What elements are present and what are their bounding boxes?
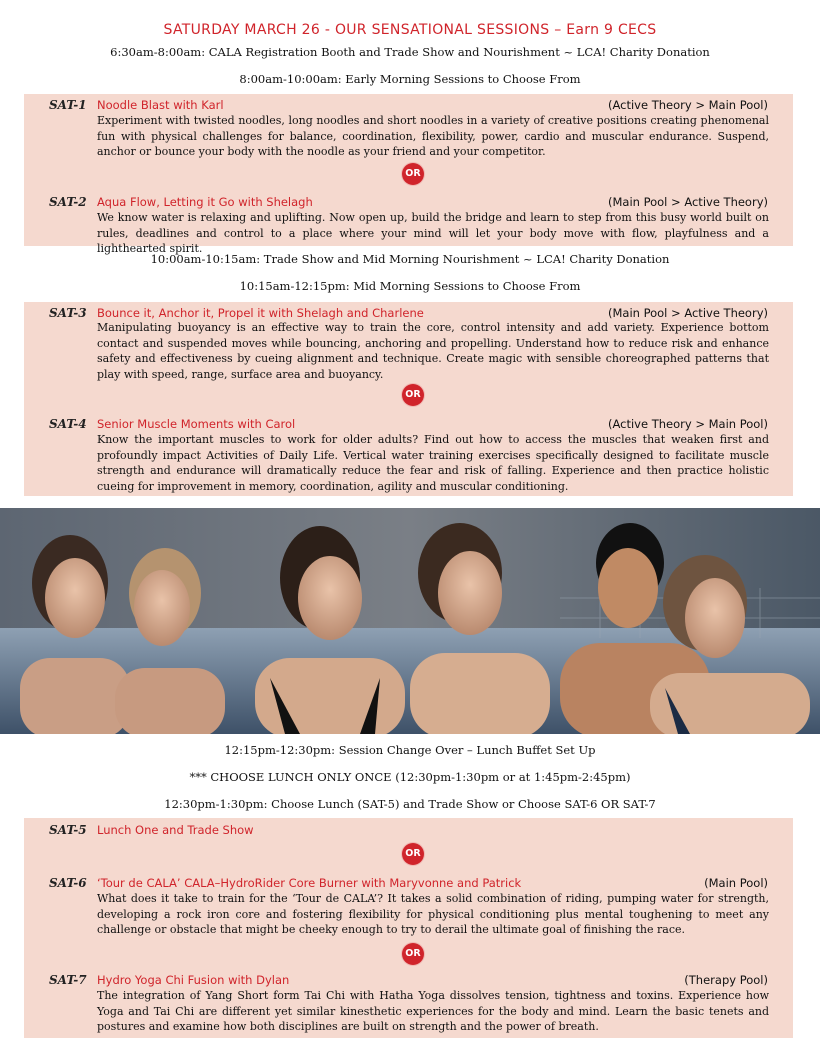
session-panel-lunch	[24, 818, 793, 1038]
session-description: What does it take to train for the ‘Tour de CALA’? It takes a solid combination of riding, pumping water for strength, developing a rock iron core and fostering flexibility for physical conditioning plus mental toughening to meet any challenge or obstacle that might be cheeky enough to try to derail the ultimate goal of finishing the race.	[97, 892, 769, 936]
session-code: SAT-3	[49, 306, 87, 320]
session-code: SAT-1	[49, 98, 87, 112]
session-title[interactable]: Hydro Yoga Chi Fusion with Dylan	[97, 973, 290, 987]
session-code: SAT-7	[49, 973, 87, 987]
session-code: SAT-2	[49, 195, 87, 209]
or-badge: OR	[402, 843, 424, 865]
session-location: (Therapy Pool)	[684, 973, 768, 987]
session-location: (Main Pool > Active Theory)	[607, 306, 768, 320]
session-location: (Active Theory > Main Pool)	[607, 98, 768, 112]
schedule-line-lunch-note: *** CHOOSE LUNCH ONLY ONCE (12:30pm-1:30pm or at 1:45pm-2:45pm)	[189, 770, 631, 784]
schedule-line-registration: 6:30am-8:00am: CALA Registration Booth and Trade Show and Nourishment ~ LCA! Charity Donation	[110, 45, 710, 59]
session-code: SAT-6	[49, 876, 87, 890]
session-code: SAT-4	[49, 417, 87, 431]
session-description: Manipulating buoyancy is an effective way to train the core, control intensity and add variety. Experience bottom contact and suspended moves while bouncing, anchoring and propelling. Understand how to reduce risk and enhance safety and effectiveness by cueing alignment and technique. Create magic with sensible choreographed patterns that play with speed, range, surface area and buoyancy.	[97, 321, 769, 381]
session-description: The integration of Yang Short form Tai Chi with Hatha Yoga dissolves tension, tightness and toxins. Experience how Yoga and Tai Chi are different yet similar kinesthetic experiences for the body and mind. Learn the basic tenets and postures and examine how both disciplines are built on strength and the power of breath.	[97, 989, 769, 1033]
session-location: (Active Theory > Main Pool)	[607, 417, 768, 431]
session-location: (Main Pool > Active Theory)	[607, 195, 768, 209]
session-title[interactable]: Lunch One and Trade Show	[97, 823, 254, 837]
schedule-line-mid-morning: 10:15am-12:15pm: Mid Morning Sessions to Choose From	[239, 279, 581, 293]
group-photo-image	[0, 508, 820, 734]
session-panel-mid-morning	[24, 302, 793, 496]
session-title[interactable]: Noodle Blast with Karl	[97, 98, 224, 112]
session-code: SAT-5	[49, 823, 87, 837]
session-title[interactable]: Aqua Flow, Letting it Go with Shelagh	[97, 195, 313, 209]
session-description: We know water is relaxing and uplifting. Now open up, build the bridge and learn to step from this busy world built on rules, deadlines and control to a place where your mind will let your body move with flow, playfulness and a lighthearted spirit.	[97, 211, 769, 255]
schedule-line-early-morning: 8:00am-10:00am: Early Morning Sessions to Choose From	[239, 72, 581, 86]
session-description: Know the important muscles to work for older adults? Find out how to access the muscles that weaken first and profoundly impact Activities of Daily Life. Vertical water training exercises specifically designed to facilitate muscle strength and endurance will dramatically reduce the fear and risk of falling. Experience and then practice holistic cueing for improvement in memory, coordination, agility and muscular conditioning.	[97, 433, 769, 493]
or-badge: OR	[402, 943, 424, 965]
or-badge: OR	[402, 163, 424, 185]
session-panel-early	[24, 94, 793, 255]
schedule-line-change-over: 12:15pm-12:30pm: Session Change Over – Lunch Buffet Set Up	[224, 743, 596, 757]
schedule-line-trade-show: 10:00am-10:15am: Trade Show and Mid Morning Nourishment ~ LCA! Charity Donation	[150, 252, 670, 266]
session-title[interactable]: Bounce it, Anchor it, Propel it with Shelagh and Charlene	[97, 306, 424, 320]
schedule-line-lunch-choice: 12:30pm-1:30pm: Choose Lunch (SAT-5) and Trade Show or Choose SAT-6 OR SAT-7	[164, 797, 656, 811]
session-description: Experiment with twisted noodles, long noodles and short noodles in a variety of creative positions creating phenomenal fun with physical challenges for balance, coordination, flexibility, power, cardio and muscular endurance. Suspend, anchor or bounce your body with the noodle as your friend and your competitor.	[97, 114, 769, 158]
or-badge: OR	[402, 384, 424, 406]
session-title[interactable]: Senior Muscle Moments with Carol	[97, 417, 296, 431]
group-photo	[0, 508, 820, 734]
session-location: (Main Pool)	[704, 876, 768, 890]
page-title: SATURDAY MARCH 26 - OUR SENSATIONAL SESSIONS – Earn 9 CECS	[163, 22, 657, 38]
session-title[interactable]: ‘Tour de CALA’ CALA–HydroRider Core Burner with Maryvonne and Patrick	[97, 876, 522, 890]
